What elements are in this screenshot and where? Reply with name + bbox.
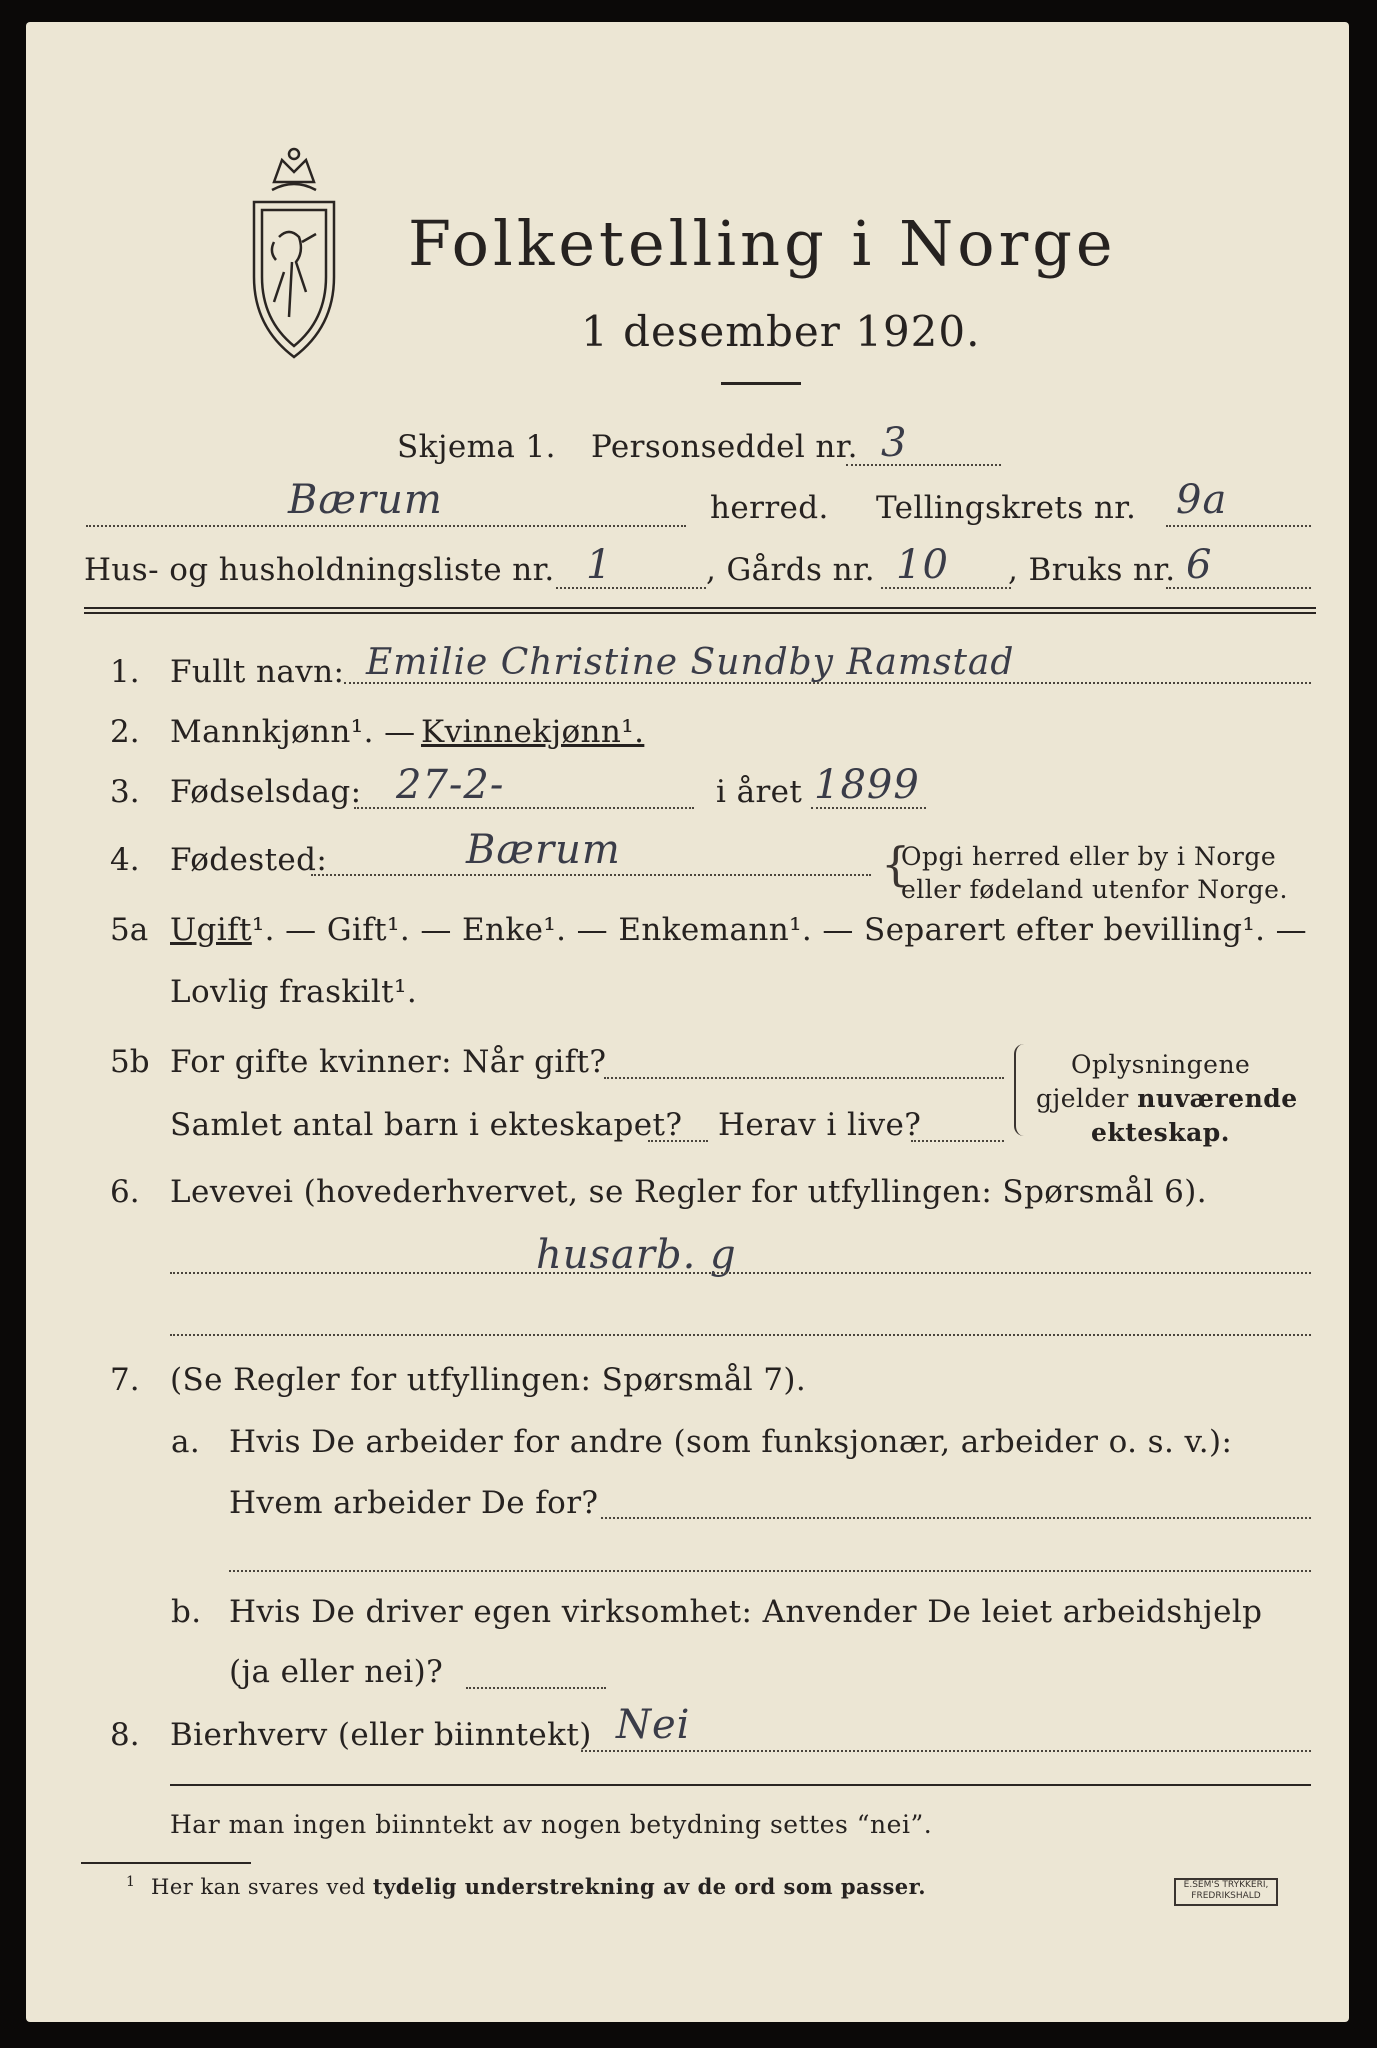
q4-bracket: { [881,837,911,891]
q7a-line-1 [601,1517,1311,1519]
q1-number: 1. [110,654,140,690]
q7b-letter: b. [171,1594,202,1630]
q1-label: Fullt navn: [170,654,345,690]
footnote [151,1874,926,1899]
q3-label: Fødselsdag: [170,774,362,810]
q8-value: Nei [616,1702,691,1748]
page-title: Folketelling i Norge [408,207,1117,280]
q5b-note-2a: gjelder [1036,1084,1129,1113]
q7-number: 7. [110,1362,140,1398]
q4-value: Bærum [466,827,621,873]
q2-male: Mannkjønn¹. — [170,714,416,750]
herred-line [86,525,686,527]
q5b-label: For gifte kvinner: Når gift? [170,1044,607,1080]
header-rule-1 [84,607,1316,609]
q5b-bracket [1014,1044,1030,1136]
q6-value: husarb. g [536,1232,737,1278]
footnote-mark: 1 [126,1874,135,1890]
q5b-note-2 [1036,1084,1298,1113]
q7b-line-2: (ja eller nei)? [229,1654,444,1690]
tellingskrets-value: 9a [1176,477,1228,523]
q7b-label: Hvis De driver egen virksomhet: Anvender De leiet arbeidshjelp [229,1594,1263,1630]
footer-note: Har man ingen biinntekt av nogen betydning settes “nei”. [170,1810,933,1839]
q2-female: Kvinnekjønn¹. [421,714,645,750]
gards-label: , Gårds nr. [706,552,876,588]
q5a-ugift: Ugift [170,912,252,948]
q7a-letter: a. [171,1424,201,1460]
q5b-number: 5b [110,1044,150,1080]
personseddel-label: Personseddel nr. [591,429,858,465]
q3-year-label: i året [716,774,803,810]
census-date: 1 desember 1920. [581,307,981,356]
q4-note-1: Opgi herred eller by i Norge [901,842,1277,871]
q7a-line-2: Hvem arbeider De for? [229,1485,599,1521]
footnote-b: tydelig understrekning av de ord som passer. [372,1874,927,1899]
hus-line [556,587,706,589]
q4-line [311,874,871,876]
personseddel-value: 3 [881,420,908,466]
q8-label: Bierhverv (eller biinntekt) [170,1717,592,1753]
q5a-line-2: Lovlig fraskilt¹. [170,974,418,1010]
q3-value: 27-2- [396,762,505,808]
q6-line-1 [170,1272,1311,1274]
q5a-number: 5a [110,912,149,948]
census-form-paper [26,22,1349,2022]
hus-value: 1 [586,542,613,588]
q4-label: Fødested: [170,842,328,878]
q5a-options [170,912,1307,948]
herred-value: Bærum [288,477,443,523]
q6-line-2 [170,1334,1311,1336]
q7b-answer-line [466,1687,606,1689]
footnote-a: Her kan svares ved [151,1875,366,1899]
q5b-note-1: Oplysningene [1071,1050,1251,1079]
q7a-line-2-dots [229,1570,1311,1572]
q3-year-value: 1899 [814,762,920,808]
q8-line [581,1750,1311,1752]
tellingskrets-label: Tellingskrets nr. [876,490,1137,526]
tellingskrets-line [1166,525,1311,527]
q6-label: Levevei (hovederhvervet, se Regler for utfyllingen: Spørsmål 6). [170,1174,1208,1210]
herred-label: herred. [710,490,829,526]
q5b-note-3: ekteskap. [1091,1118,1230,1147]
q4-note-2: eller fødeland utenfor Norge. [901,875,1288,904]
q5b-line-1 [604,1077,1004,1079]
footer-rule [170,1784,1311,1786]
coat-of-arms-icon [244,142,344,367]
printer-stamp: E.SEM'S TRYKKERI, FREDRIKSHALD [1174,1878,1278,1906]
bruks-value: 6 [1186,542,1213,588]
q7a-label: Hvis De arbeider for andre (som funksjonær, arbeider o. s. v.): [229,1424,1233,1460]
bruks-label: , Bruks nr. [1008,552,1176,588]
q1-value: Emilie Christine Sundby Ramstad [366,642,1015,683]
skjema-label: Skjema 1. [397,429,556,465]
footnote-rule [81,1862,251,1864]
q7-label: (Se Regler for utfyllingen: Spørsmål 7). [170,1362,807,1398]
q2-number: 2. [110,714,140,750]
q5b-note-2b: nuværende [1137,1084,1298,1113]
personseddel-line [846,464,1001,466]
title-divider [721,382,801,385]
q5a-rest: ¹. — Gift¹. — Enke¹. — Enkemann¹. — Separert efter bevilling¹. — [251,912,1308,948]
hus-label: Hus- og husholdningsliste nr. [84,552,555,588]
q5b-line-2b: Herav i live? [718,1107,922,1143]
q4-number: 4. [110,842,140,878]
q8-number: 8. [110,1717,140,1753]
gards-value: 10 [896,542,949,588]
q6-number: 6. [110,1174,140,1210]
header-rule-2 [84,612,1316,614]
q3-number: 3. [110,774,140,810]
q5b-line-2a: Samlet antal barn i ekteskapet? [170,1107,683,1143]
q5b-children-line [648,1140,708,1142]
q5b-alive-line [911,1140,1004,1142]
